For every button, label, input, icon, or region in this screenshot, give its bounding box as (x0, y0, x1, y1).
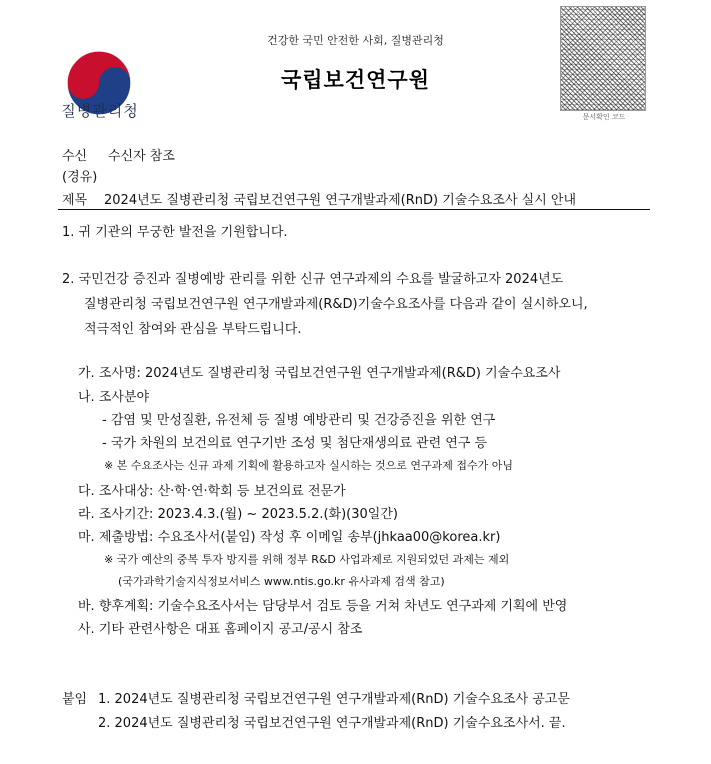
attachment-item-2: 2. 2024년도 질병관리청 국립보건연구원 연구개발과제(RnD) 기술수요조사서. 끝. (98, 716, 566, 731)
item-na-sub-1: - 감염 및 만성질환, 유전체 등 질병 예방관리 및 건강증진을 위한 연구 (102, 413, 496, 428)
subject-value: 2024년도 질병관리청 국립보건연구원 연구개발과제(RnD) 기술수요조사 실시 안내 (104, 193, 577, 208)
item-ra: 라. 조사기간: 2023.4.3.(월) ~ 2023.5.2.(화)(30일간) (78, 507, 398, 522)
item-ma: 마. 제출방법: 수요조사서(붙임) 작성 후 이메일 송부(jhkaa00@korea.kr) (78, 530, 501, 545)
attachment-label: 붙임 (62, 692, 88, 707)
item-ma-note-1: ※ 국가 예산의 중복 투자 방지를 위해 정부 R&D 사업과제로 지원되었던 과제는 제외 (104, 553, 510, 566)
recipient-label: 수신 (62, 149, 88, 164)
logo-text: 질병관리청 (61, 102, 139, 120)
item-sa: 사. 기타 관련사항은 대표 홈페이지 공고/공시 참조 (78, 622, 363, 637)
item-na-note: ※ 본 수요조사는 신규 과제 기획에 활용하고자 실시하는 것으로 연구과제 접수가 아님 (104, 459, 513, 472)
paragraph-2-line-1: 2. 국민건강 증진과 질병예방 관리를 위한 신규 연구과제의 수요를 발굴하고자 2024년도 (62, 272, 564, 287)
paragraph-2-line-2: 질병관리청 국립보건연구원 연구개발과제(R&D)기술수요조사를 다음과 같이 실시하오니, (84, 297, 588, 312)
item-ma-note-2: (국가과학기술지식정보서비스 www.ntis.go.kr 유사과제 검색 참고) (118, 575, 445, 588)
recipient-value: 수신자 참조 (108, 149, 175, 164)
document-qr-code (560, 6, 646, 111)
via-line: (경유) (62, 170, 98, 185)
item-na-sub-2: - 국가 차원의 보건의료 연구기반 조성 및 첨단재생의료 관련 연구 등 (102, 436, 488, 451)
item-ga: 가. 조사명: 2024년도 질병관리청 국립보건연구원 연구개발과제(R&D) 기술수요조사 (78, 366, 561, 381)
qr-caption: 문서확인 코드 (582, 113, 626, 121)
item-na: 나. 조사분야 (78, 390, 150, 405)
paragraph-1: 1. 귀 기관의 무궁한 발전을 기원합니다. (62, 225, 288, 240)
paragraph-2-line-3: 적극적인 참여와 관심을 부탁드립니다. (84, 322, 302, 337)
org-name: 국립보건연구원 (280, 68, 430, 92)
item-ba: 바. 향후계획: 기술수요조사서는 담당부서 검토 등을 거쳐 차년도 연구과제 기획에 반영 (78, 599, 568, 614)
slogan: 건강한 국민 안전한 사회, 질병관리청 (267, 34, 444, 47)
item-da: 다. 조사대상: 산·학·연·학회 등 보건의료 전문가 (78, 484, 346, 499)
subject-divider (58, 209, 650, 210)
attachment-item-1: 1. 2024년도 질병관리청 국립보건연구원 연구개발과제(RnD) 기술수요조사 공고문 (98, 692, 570, 707)
subject-label: 제목 (62, 193, 88, 208)
